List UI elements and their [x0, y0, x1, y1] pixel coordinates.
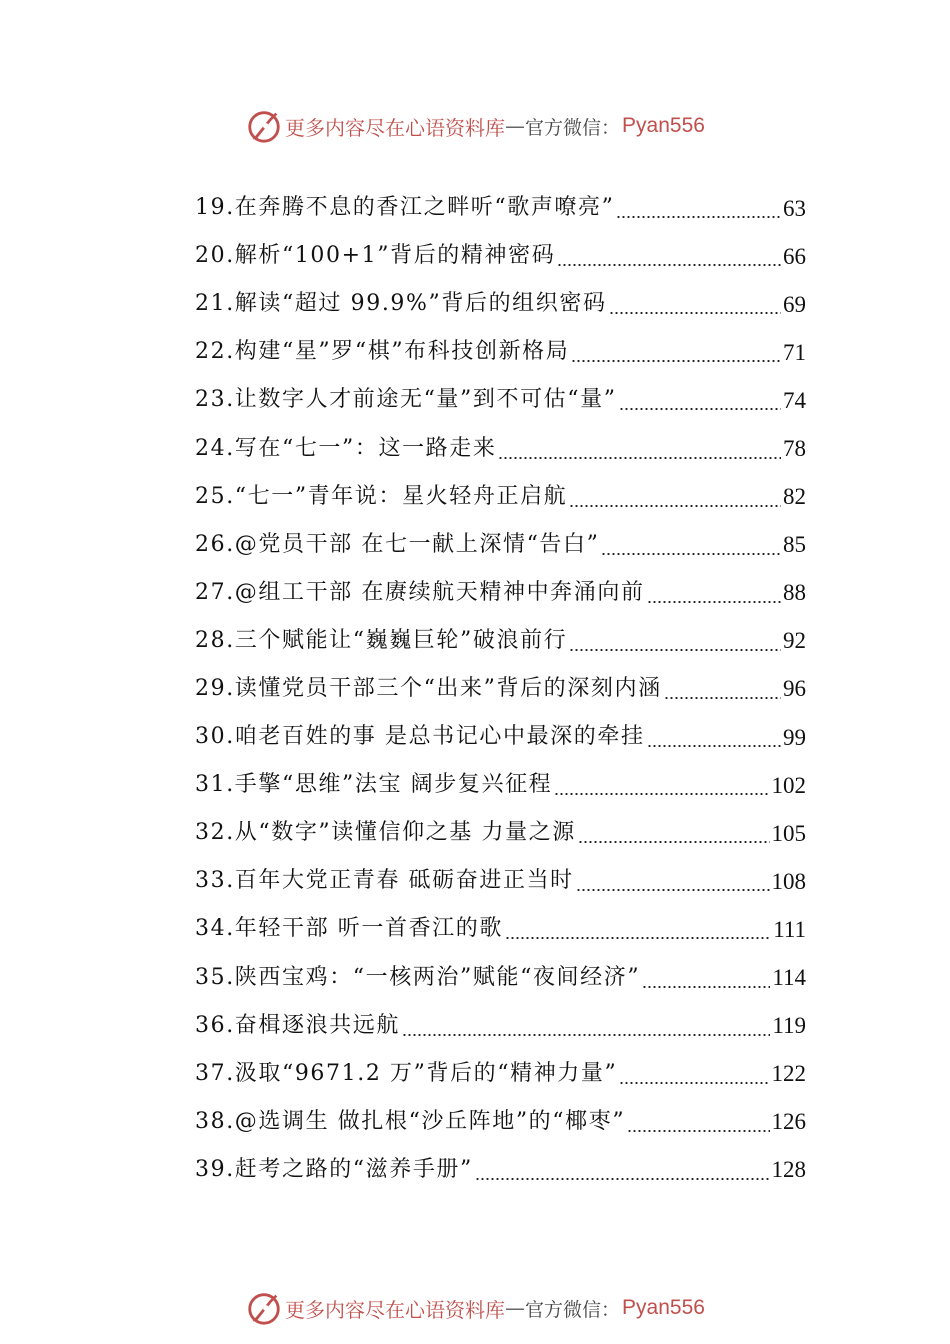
dot-leader: [569, 505, 781, 507]
toc-entry-page: 63: [783, 195, 806, 221]
toc-entry-page: 128: [771, 1157, 806, 1183]
pen-nib-logo-icon: [245, 1289, 283, 1327]
dot-leader: [505, 937, 771, 939]
dot-leader: [402, 1034, 770, 1036]
toc-entry[interactable]: [195, 1146, 806, 1194]
toc-entry-title: 36.奋楫逐浪共远航: [195, 1012, 400, 1038]
toc-entry-page: 122: [771, 1061, 806, 1087]
toc-entry-title: 35.陕西宝鸡：“一核两治”赋能“夜间经济”: [195, 964, 641, 990]
toc-entry[interactable]: [195, 424, 806, 472]
toc-entry[interactable]: [195, 761, 806, 809]
toc-entry-page: 111: [773, 916, 806, 942]
toc-entry-page: 114: [772, 965, 806, 991]
toc-entry-title: 25.“七一”青年说：星火轻舟正启航: [195, 483, 568, 509]
toc-entry-title: 19.在奔腾不息的香江之畔听“歌声嘹亮”: [195, 195, 615, 221]
header-banner: [0, 106, 950, 146]
dot-leader: [578, 841, 770, 843]
pen-nib-logo-icon: [245, 107, 283, 145]
toc-entry-title: 20.解析“100+1”背后的精神密码: [195, 243, 556, 269]
toc-entry[interactable]: [195, 473, 806, 521]
toc-entry-page: 108: [771, 868, 806, 894]
footer-banner: [0, 1288, 950, 1328]
banner-wechat-label: 官方微信：: [525, 1298, 621, 1321]
toc-entry[interactable]: [195, 232, 806, 280]
toc-entry[interactable]: [195, 569, 806, 617]
toc-entry-title: 37.汲取“9671.2 万”背后的“精神力量”: [195, 1060, 618, 1086]
toc-entry[interactable]: [195, 280, 806, 328]
toc-entry-title: 21.解读“超过 99.9%”背后的组织密码: [195, 291, 607, 317]
dot-leader: [619, 408, 781, 410]
banner-main-text: 更多内容尽在心语资料库: [285, 115, 506, 140]
toc-entry-page: 99: [783, 724, 806, 750]
toc-entry-title: 31.手擎“思维”法宝 阔步复兴征程: [195, 772, 553, 798]
dot-leader: [647, 601, 781, 603]
banner-wechat-id: Pyan556: [622, 1296, 705, 1319]
dot-leader: [571, 360, 781, 362]
toc-entry-page: 102: [771, 772, 806, 798]
toc-entry[interactable]: [195, 665, 806, 713]
toc-entry-page: 85: [783, 532, 806, 558]
toc-entry-title: 34.年轻干部 听一首香江的歌: [195, 916, 503, 942]
toc-entry[interactable]: [195, 713, 806, 761]
dot-leader: [616, 216, 781, 218]
toc-entry-title: 22.构建“星”罗“棋”布科技创新格局: [195, 339, 570, 365]
toc-entry-title: 26.@党员干部 在七一献上深情“告白”: [195, 531, 600, 557]
dot-leader: [627, 1130, 769, 1132]
toc-entry[interactable]: [195, 184, 806, 232]
dot-leader: [664, 697, 781, 699]
dot-leader: [647, 745, 781, 747]
toc-entry-title: 24.写在“七一”：这一路走来: [195, 435, 497, 461]
toc-entry-title: 38.@选调生 做扎根“沙丘阵地”的“椰枣”: [195, 1108, 626, 1134]
toc-entry[interactable]: [195, 857, 806, 905]
toc-entry[interactable]: [195, 954, 806, 1002]
dot-leader: [642, 986, 770, 988]
toc-entry-page: 126: [771, 1109, 806, 1135]
dot-leader: [609, 312, 781, 314]
toc-entry-title: 30.咱老百姓的事 是总书记心中最深的牵挂: [195, 724, 645, 750]
toc-entry-page: 78: [783, 436, 806, 462]
toc-entry-page: 71: [783, 339, 806, 365]
dot-leader: [557, 264, 781, 266]
toc-entry[interactable]: [195, 1002, 806, 1050]
banner-wechat-label: 官方微信：: [525, 116, 621, 139]
toc-entry-page: 69: [783, 291, 806, 317]
dot-leader: [576, 889, 770, 891]
dot-leader: [554, 793, 769, 795]
banner-wechat-id: Pyan556: [622, 114, 705, 137]
dot-leader: [475, 1178, 770, 1180]
toc-entry-title: 23.让数字人才前途无“量”到不可估“量”: [195, 387, 617, 413]
toc-entry-title: 28.三个赋能让“巍巍巨轮”破浪前行: [195, 627, 568, 653]
toc-entry-page: 96: [783, 676, 806, 702]
toc-entry[interactable]: [195, 376, 806, 424]
dot-leader: [619, 1082, 769, 1084]
toc-entry-page: 105: [771, 820, 806, 846]
toc-entry[interactable]: [195, 1098, 806, 1146]
toc-entry-title: 33.百年大党正青春 砥砺奋进正当时: [195, 868, 574, 894]
banner-separator: —: [505, 1296, 526, 1320]
dot-leader: [601, 553, 781, 555]
dot-leader: [569, 649, 781, 651]
toc-entry-title: 39.赶考之路的“滋养手册”: [195, 1156, 473, 1182]
toc-entry[interactable]: [195, 809, 806, 857]
banner-main-text: 更多内容尽在心语资料库: [285, 1297, 506, 1322]
dot-leader: [498, 457, 781, 459]
toc-entry-title: 32.从“数字”读懂信仰之基 力量之源: [195, 820, 576, 846]
toc-entry-page: 92: [783, 628, 806, 654]
toc-entry[interactable]: [195, 328, 806, 376]
toc-entry-page: 74: [783, 387, 806, 413]
toc-entry-title: 29.读懂党员干部三个“出来”背后的深刻内涵: [195, 675, 662, 701]
banner-separator: —: [505, 114, 526, 138]
toc-entry-page: 119: [772, 1013, 806, 1039]
toc-entry[interactable]: [195, 521, 806, 569]
toc-entry-page: 88: [783, 580, 806, 606]
toc-entry[interactable]: [195, 617, 806, 665]
toc-entry[interactable]: [195, 905, 806, 953]
toc-entry-page: 82: [783, 484, 806, 510]
toc-entry-page: 66: [783, 243, 806, 269]
toc-entry-title: 27.@组工干部 在赓续航天精神中奔涌向前: [195, 579, 645, 605]
toc-entry[interactable]: [195, 1050, 806, 1098]
table-of-contents: [195, 184, 806, 1194]
